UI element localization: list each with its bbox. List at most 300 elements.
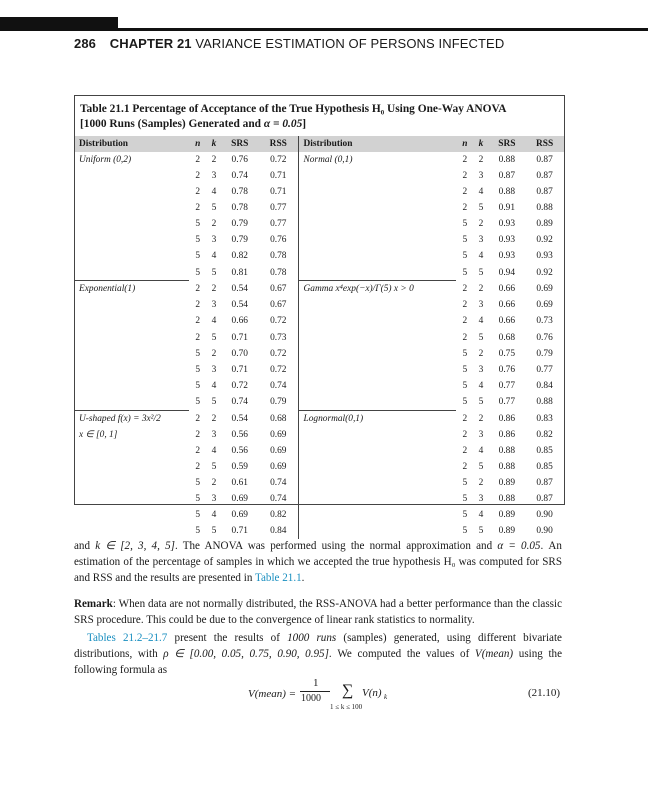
table-row (75, 491, 564, 507)
cell-n: 2 (195, 187, 201, 198)
cell-srs: 0.77 (498, 396, 516, 407)
cell-k: 2 (211, 155, 217, 166)
table-row (75, 152, 564, 168)
cell-k: 5 (478, 203, 484, 214)
cell-rss: 0.74 (258, 475, 299, 491)
table-caption (80, 102, 560, 132)
cell-rss: 0.79 (536, 348, 553, 359)
header-cell: k (473, 136, 488, 152)
cell-rss: 0.69 (536, 300, 553, 311)
cell-k: 2 (478, 219, 484, 230)
cell-srs: 0.88 (498, 187, 516, 198)
distribution-cell (75, 523, 189, 539)
cell-k: 5 (478, 461, 484, 472)
table-row (75, 346, 564, 362)
table-row (75, 216, 564, 232)
cell-srs: 0.71 (231, 364, 248, 375)
distribution-cell: Uniform (0,2) (79, 155, 132, 165)
cell-rss: 0.85 (536, 445, 553, 456)
cell-k: 5 (478, 332, 484, 343)
caption-bracket: ] (302, 118, 307, 130)
cell-srs: 0.74 (231, 396, 248, 407)
cell-srs: 0.56 (231, 445, 248, 456)
cell-rss: 0.82 (536, 429, 553, 440)
distribution-cell (299, 378, 456, 394)
cell-rss: 0.85 (536, 461, 553, 472)
cell-srs: 0.89 (498, 526, 516, 537)
cell-n: 5 (195, 526, 201, 537)
cell-n: 2 (462, 155, 468, 166)
cell-n: 5 (195, 348, 201, 359)
cell-rss: 0.69 (258, 427, 299, 443)
cell-rss: 0.69 (258, 459, 299, 475)
cell-srs: 0.71 (231, 332, 248, 343)
cell-rss: 0.92 (536, 267, 553, 278)
header-bar (0, 17, 118, 31)
cell-srs: 0.91 (498, 203, 516, 214)
cell-n: 2 (462, 171, 468, 182)
cell-srs: 0.59 (231, 461, 248, 472)
cell-n: 5 (195, 251, 201, 262)
text-run: : When data are not normally distributed, the RSS-ANOVA had a better performance than the classic SRS procedure. This could be due to the convergence of linear rank statistics to normality. (74, 598, 562, 626)
table-row (75, 168, 564, 184)
table-box (74, 95, 565, 537)
cell-n: 5 (462, 396, 468, 407)
distribution-cell (299, 184, 456, 200)
cell-rss: 0.73 (536, 316, 553, 327)
paragraph-tables (74, 630, 562, 678)
cell-rss: 0.79 (258, 394, 299, 411)
cell-srs: 0.86 (498, 429, 516, 440)
cell-srs: 0.61 (231, 477, 248, 488)
cell-k: 4 (478, 187, 484, 198)
cell-n: 5 (195, 380, 201, 391)
table-row (75, 378, 564, 394)
cell-srs: 0.56 (231, 429, 248, 440)
cell-k: 4 (478, 445, 484, 456)
cell-rss: 0.77 (258, 200, 299, 216)
cell-n: 5 (195, 477, 201, 488)
distribution-cell (75, 459, 189, 475)
cell-rss: 0.69 (536, 284, 553, 295)
cell-n: 5 (462, 219, 468, 230)
cell-srs: 0.93 (498, 251, 516, 262)
cell-n: 2 (462, 332, 468, 343)
cell-k: 4 (478, 380, 484, 391)
cell-k: 5 (211, 396, 217, 407)
distribution-cell (299, 475, 456, 491)
cell-n: 5 (195, 267, 201, 278)
cell-rss: 0.69 (258, 443, 299, 459)
cell-srs: 0.93 (498, 219, 516, 230)
cell-n: 2 (462, 445, 468, 456)
distribution-cell (299, 232, 456, 248)
distribution-cell (75, 232, 189, 248)
header-cell: SRS (221, 136, 258, 152)
table-body (75, 152, 564, 539)
text-run: and (74, 540, 96, 552)
cell-n: 5 (462, 380, 468, 391)
cell-n: 5 (462, 251, 468, 262)
table-row (75, 523, 564, 539)
distribution-cell (299, 443, 456, 459)
cell-rss: 0.67 (258, 297, 299, 313)
cell-k: 2 (211, 413, 217, 424)
cell-rss: 0.68 (258, 410, 299, 427)
text-run: k ∈ [2, 3, 4, 5] (95, 540, 175, 552)
distribution-cell: Lognormal(0,1) (299, 410, 456, 427)
paragraph-remark (74, 596, 562, 628)
distribution-cell (299, 346, 456, 362)
cell-rss: 0.78 (258, 248, 299, 264)
cell-rss: 0.87 (536, 171, 553, 182)
header-cell: n (456, 136, 473, 152)
table-header-row (75, 136, 564, 152)
cell-rss: 0.83 (536, 413, 553, 424)
table-row (75, 232, 564, 248)
cell-srs: 0.88 (498, 155, 516, 166)
cell-k: 2 (478, 477, 484, 488)
distribution-cell (75, 362, 189, 378)
cell-rss: 0.73 (258, 330, 299, 346)
distribution-cell (75, 475, 189, 491)
distribution-cell: x ∈ [0, 1] (79, 429, 118, 440)
cell-n: 5 (195, 494, 201, 504)
distribution-cell (299, 394, 456, 411)
cell-k: 4 (211, 187, 217, 198)
cell-k: 3 (211, 494, 217, 504)
fraction-bar (300, 691, 330, 692)
cell-n: 2 (462, 461, 468, 472)
cell-srs: 0.76 (231, 155, 248, 166)
cell-k: 4 (211, 510, 217, 521)
cell-n: 5 (195, 510, 201, 521)
cell-srs: 0.72 (231, 380, 248, 391)
running-header (74, 36, 504, 51)
cell-srs: 0.69 (231, 494, 248, 504)
cell-k: 5 (478, 267, 484, 278)
cell-n: 5 (462, 526, 468, 537)
cell-srs: 0.93 (498, 235, 516, 246)
table-row (75, 184, 564, 200)
distribution-cell (75, 346, 189, 362)
cell-n: 5 (462, 267, 468, 278)
cell-srs: 0.87 (498, 171, 516, 182)
cell-k: 4 (478, 510, 484, 521)
table-link[interactable]: Table 21.1 (254, 572, 302, 584)
sum-symbol: ∑ (342, 682, 354, 699)
table-row (75, 297, 564, 313)
table-row (75, 459, 564, 475)
cell-n: 5 (195, 364, 201, 375)
cell-k: 3 (478, 171, 484, 182)
cell-rss: 0.90 (536, 510, 553, 521)
header-cell: RSS (525, 136, 564, 152)
cell-k: 4 (211, 380, 217, 391)
table-row (75, 410, 564, 427)
cell-rss: 0.77 (258, 216, 299, 232)
distribution-cell (299, 264, 456, 281)
text-run: . An estimation of the percentage of samples in which we accepted the true hypothesis H₀ was computed for SRS and RSS and the results are presented in (74, 540, 562, 584)
chapter-label: CHAPTER 21 (109, 36, 192, 51)
text-run: . We computed the values of (328, 648, 475, 660)
header-rule (118, 28, 648, 31)
cell-n: 2 (195, 300, 201, 311)
cell-srs: 0.89 (498, 477, 516, 488)
distribution-cell: Gamma x⁴exp(−x)/Γ(5) x > 0 (299, 281, 456, 298)
cell-rss: 0.87 (536, 155, 553, 166)
cell-rss: 0.74 (258, 491, 299, 507)
cell-n: 2 (462, 429, 468, 440)
cell-n: 2 (195, 332, 201, 343)
cell-n: 2 (195, 284, 201, 295)
cell-srs: 0.79 (231, 235, 248, 246)
cell-rss: 0.82 (258, 507, 299, 523)
cell-n: 5 (462, 494, 468, 504)
cell-srs: 0.74 (231, 171, 248, 182)
cell-srs: 0.71 (231, 526, 248, 537)
cell-rss: 0.74 (258, 378, 299, 394)
cell-n: 5 (462, 510, 468, 521)
table-row (75, 507, 564, 523)
cell-k: 5 (211, 526, 217, 537)
cell-k: 4 (478, 251, 484, 262)
cell-rss: 0.87 (536, 494, 553, 504)
cell-k: 5 (211, 267, 217, 278)
table-row (75, 248, 564, 264)
cell-k: 5 (211, 332, 217, 343)
distribution-cell (299, 362, 456, 378)
cell-srs: 0.88 (498, 494, 516, 504)
cell-n: 2 (462, 203, 468, 214)
cell-k: 4 (211, 251, 217, 262)
cell-rss: 0.72 (258, 362, 299, 378)
cell-n: 2 (462, 316, 468, 327)
cell-srs: 0.66 (498, 284, 516, 295)
cell-k: 3 (211, 300, 217, 311)
table-row (75, 264, 564, 281)
cell-rss: 0.71 (258, 184, 299, 200)
distribution-cell (75, 216, 189, 232)
cell-srs: 0.88 (498, 461, 516, 472)
cell-n: 5 (462, 477, 468, 488)
cell-srs: 0.81 (231, 267, 248, 278)
cell-rss: 0.84 (258, 523, 299, 539)
cell-srs: 0.89 (498, 510, 516, 521)
distribution-cell (299, 491, 456, 507)
cell-k: 3 (478, 235, 484, 246)
distribution-cell (75, 248, 189, 264)
cell-srs: 0.66 (231, 316, 248, 327)
table-row (75, 281, 564, 298)
cell-rss: 0.87 (536, 477, 553, 488)
caption-line2: [1000 Runs (Samples) Generated and (80, 118, 264, 130)
distribution-cell (75, 313, 189, 329)
table-row (75, 313, 564, 329)
cell-k: 2 (211, 348, 217, 359)
caption-alpha: α = 0.05 (263, 118, 303, 130)
distribution-cell (75, 264, 189, 281)
chapter-title: VARIANCE ESTIMATION OF PERSONS INFECTED (195, 36, 505, 51)
cell-rss: 0.88 (536, 396, 553, 407)
header-cell: n (189, 136, 206, 152)
cell-srs: 0.54 (231, 284, 248, 295)
text-run: ρ ∈ [0.00, 0.05, 0.75, 0.90, 0.95] (163, 648, 329, 660)
cell-n: 2 (195, 413, 201, 424)
cell-rss: 0.93 (536, 251, 553, 262)
cell-n: 2 (462, 413, 468, 424)
cell-rss: 0.78 (258, 264, 299, 281)
cell-srs: 0.86 (498, 413, 516, 424)
cell-k: 5 (478, 526, 484, 537)
table-row (75, 443, 564, 459)
cell-rss: 0.77 (536, 364, 553, 375)
cell-n: 2 (195, 429, 201, 440)
text-run: (samples) generated, using different bivariate distributions, with (74, 632, 562, 660)
cell-rss: 0.84 (536, 380, 553, 391)
cell-srs: 0.75 (498, 348, 516, 359)
text-run: V(mean) (474, 648, 514, 660)
cell-n: 2 (195, 445, 201, 456)
cell-n: 2 (195, 203, 201, 214)
cell-n: 2 (195, 155, 201, 166)
distribution-cell (299, 507, 456, 523)
distribution-cell: Exponential(1) (75, 281, 189, 298)
formula-denominator: 1000 (301, 693, 321, 704)
cell-srs: 0.78 (231, 187, 248, 198)
cell-rss: 0.72 (258, 346, 299, 362)
cell-srs: 0.76 (498, 364, 516, 375)
header-cell: RSS (258, 136, 299, 152)
cell-srs: 0.82 (231, 251, 248, 262)
table-row (75, 475, 564, 491)
distribution-cell (299, 330, 456, 346)
table-row (75, 394, 564, 411)
distribution-cell (299, 216, 456, 232)
cell-k: 3 (478, 494, 484, 504)
cell-srs: 0.54 (231, 413, 248, 424)
cell-k: 3 (478, 364, 484, 375)
cell-rss: 0.71 (258, 168, 299, 184)
header-cell: Distribution (75, 136, 189, 152)
cell-k: 2 (478, 413, 484, 424)
remark-label: Remark (74, 598, 113, 610)
distribution-cell (75, 491, 189, 507)
distribution-cell (299, 248, 456, 264)
page-number: 286 (74, 36, 96, 51)
distribution-cell (75, 378, 189, 394)
formula-numerator: 1 (313, 677, 319, 689)
table-row (75, 427, 564, 443)
cell-k: 4 (478, 316, 484, 327)
cell-n: 2 (195, 316, 201, 327)
cell-rss: 0.90 (536, 526, 553, 537)
formula-term-sub: k (384, 693, 388, 701)
cell-k: 2 (211, 284, 217, 295)
cell-n: 5 (195, 396, 201, 407)
header-cell: SRS (489, 136, 526, 152)
text-run: . (301, 572, 305, 584)
distribution-cell (299, 200, 456, 216)
text-run: present the results of (167, 632, 288, 644)
cell-k: 3 (211, 171, 217, 182)
cell-n: 2 (195, 461, 201, 472)
text-run: α = 0.05 (497, 540, 541, 552)
cell-rss: 0.89 (536, 219, 553, 230)
cell-srs: 0.79 (231, 219, 248, 230)
cell-k: 2 (478, 348, 484, 359)
cell-k: 3 (478, 429, 484, 440)
distribution-cell (299, 297, 456, 313)
cell-n: 2 (462, 284, 468, 295)
anova-table (75, 136, 564, 539)
cell-srs: 0.54 (231, 300, 248, 311)
cell-srs: 0.66 (498, 300, 516, 311)
cell-srs: 0.88 (498, 445, 516, 456)
cell-n: 5 (462, 235, 468, 246)
cell-srs: 0.70 (231, 348, 248, 359)
cell-n: 2 (462, 300, 468, 311)
text-run: . The ANOVA was performed using the normal approximation and (174, 540, 498, 552)
cell-rss: 0.88 (536, 203, 553, 214)
table-row (75, 200, 564, 216)
cell-rss: 0.76 (536, 332, 553, 343)
distribution-cell (75, 443, 189, 459)
cell-rss: 0.76 (258, 232, 299, 248)
distribution-cell (299, 427, 456, 443)
text-run: using the following formula as (74, 648, 562, 676)
cell-srs: 0.78 (231, 203, 248, 214)
distribution-cell (299, 459, 456, 475)
distribution-cell (75, 507, 189, 523)
distribution-cell (75, 297, 189, 313)
header-cell: Distribution (299, 136, 456, 152)
sum-range: 1 ≤ k ≤ 100 (330, 703, 363, 711)
cell-rss: 0.72 (258, 313, 299, 329)
cell-k: 3 (211, 235, 217, 246)
equation-number: (21.10) (528, 687, 561, 699)
cell-srs: 0.77 (498, 380, 516, 391)
equation-21-10 (0, 678, 648, 718)
caption-line1: Table 21.1 Percentage of Acceptance of the True Hypothesis H₀ Using One-Way ANOVA (80, 103, 507, 115)
cell-rss: 0.92 (536, 235, 553, 246)
cell-k: 2 (478, 284, 484, 295)
table-row (75, 330, 564, 346)
distribution-cell: U-shaped f(x) = 3x²/2 (75, 410, 189, 427)
cell-k: 5 (211, 461, 217, 472)
cell-k: 3 (211, 364, 217, 375)
cell-k: 5 (478, 396, 484, 407)
distribution-cell (75, 168, 189, 184)
text-run: 1000 runs (287, 632, 337, 644)
cell-n: 5 (462, 348, 468, 359)
paragraph-anova (74, 538, 562, 586)
cell-k: 4 (211, 316, 217, 327)
formula-lhs: V(mean) = (248, 688, 297, 700)
tables-link[interactable]: Tables 21.2–21.7 (87, 632, 168, 644)
distribution-cell (75, 184, 189, 200)
cell-n: 5 (462, 364, 468, 375)
distribution-cell (75, 330, 189, 346)
cell-rss: 0.72 (258, 152, 299, 168)
cell-k: 2 (478, 155, 484, 166)
cell-rss: 0.67 (258, 281, 299, 298)
cell-srs: 0.69 (231, 510, 248, 521)
table-row (75, 362, 564, 378)
cell-k: 3 (211, 429, 217, 440)
distribution-cell (299, 313, 456, 329)
cell-n: 5 (195, 235, 201, 246)
